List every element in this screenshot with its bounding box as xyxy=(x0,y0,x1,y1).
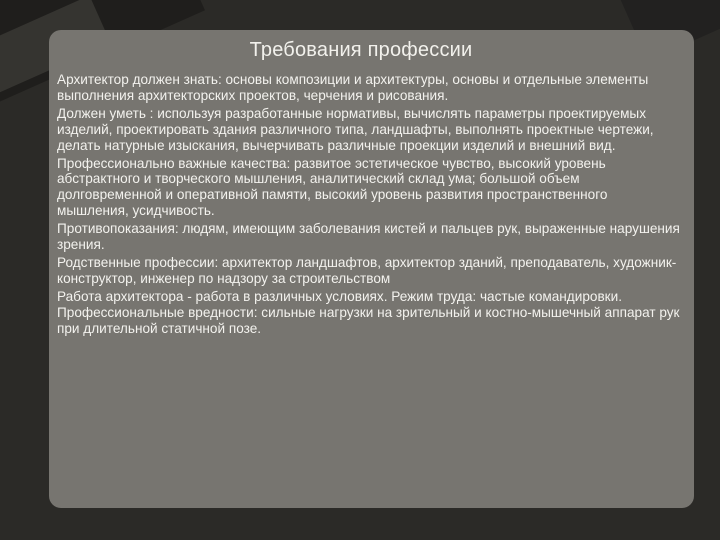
paragraph-skills: Должен уметь : используя разработанные нормативы, вычислять параметры проектируемых изделий, проектировать здания различного типа, ландшафты, выполнять проектные чертежи, делать натурные изыскания, вычерчивать различные проекции изделий и внешний вид. xyxy=(57,105,654,153)
paragraph-related-professions: Родственные профессии: архитектор ландшафтов, архитектор зданий, преподаватель, художник-конструктор, инженер по надзору за строительством xyxy=(57,254,677,286)
slide-title: Требования профессии xyxy=(249,39,473,61)
paragraph-contraindications: Противопоказания: людям, имеющим заболевания кистей и пальцев рук, выраженные нарушения зрения. xyxy=(57,221,680,253)
slide-body xyxy=(57,72,682,339)
paragraph-work-conditions: Работа архитектора - работа в различных условиях. Режим труда: частые командировки. Профессиональные вредности: сильные нагрузки на зрительный и костно-мышечный аппарат рук при длительной статичной позе. xyxy=(57,288,680,336)
paragraph-qualities: Профессионально важные качества: развитое эстетическое чувство, высокий уровень абстрактного и творческого мышления, аналитический склад ума; большой объем долговременной и оперативной памяти, высокий уровень развития пространственного мышления, усидчивость. xyxy=(57,155,608,219)
paragraph-knowledge: Архитектор должен знать: основы композиции и архитектуры, основы и отдельные элементы выполнения архитекторских проектов, черчения и рисования. xyxy=(57,72,649,103)
